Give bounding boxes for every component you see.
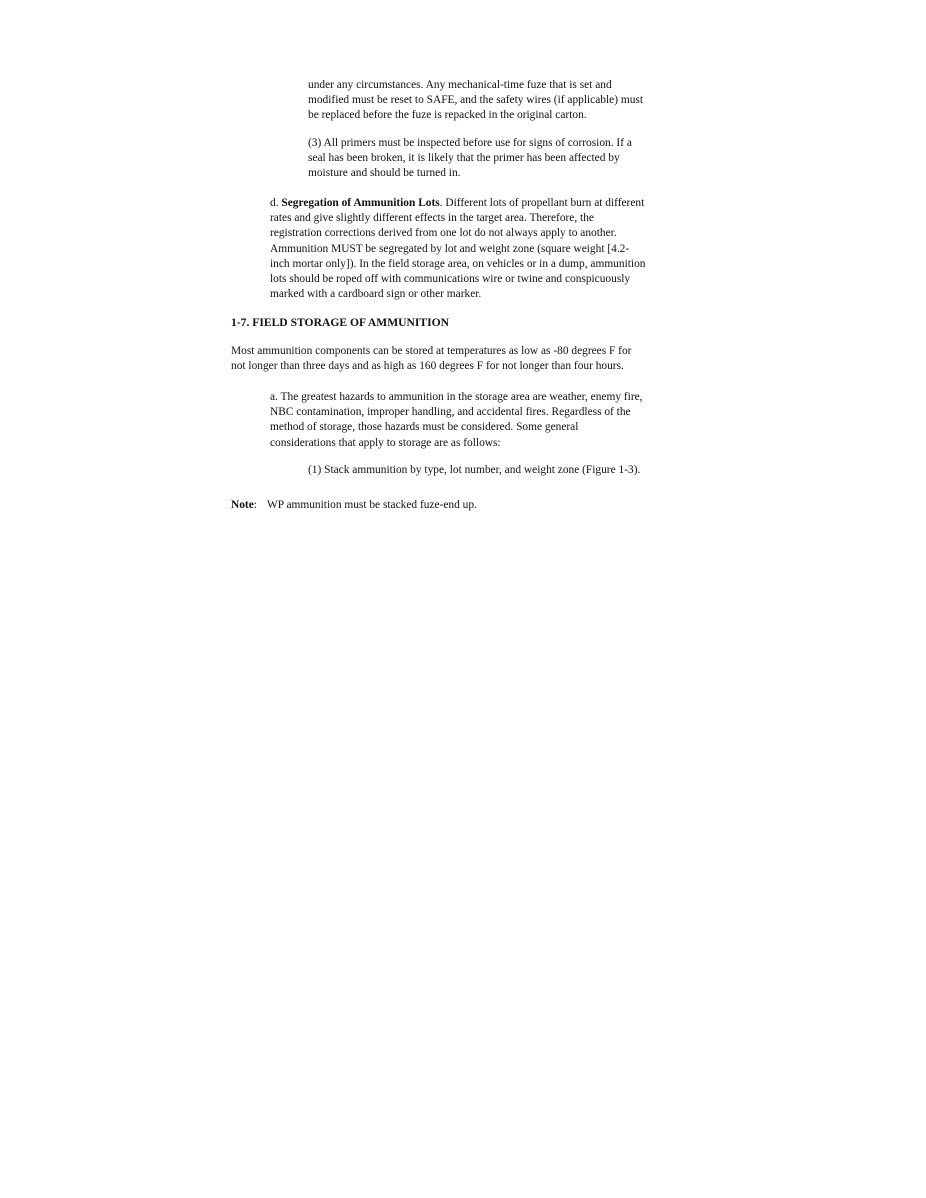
text-line: seal has been broken, it is likely that the primer has been affected by: [308, 152, 620, 165]
note-label: Note: [231, 499, 254, 511]
top-paragraph-continuation: [308, 78, 643, 124]
paragraph-prefix: d.: [270, 197, 282, 209]
text-line: method of storage, those hazards must be considered. Some general: [270, 421, 579, 434]
text-line: be replaced before the fuze is repacked in the original carton.: [308, 109, 587, 122]
text-line: [270, 196, 645, 211]
text-line: inch mortar only]). In the field storage area, on vehicles or in a dump, ammunition: [270, 257, 646, 270]
text-line: not longer than three days and as high as 160 degrees F for not longer than four hours.: [231, 360, 624, 373]
text-line: Ammunition MUST be segregated by lot and weight zone (square weight [4.2-: [270, 242, 630, 255]
text-line: lots should be roped off with communications wire or twine and conspicuously: [270, 273, 631, 286]
intro-paragraph: [231, 344, 631, 374]
note-separator: :: [253, 499, 257, 511]
note-text: WP ammunition must be stacked fuze-end up.: [266, 499, 477, 511]
text-line: moisture and should be turned in.: [308, 167, 461, 180]
text-line: marked with a cardboard sign or other marker.: [270, 288, 482, 301]
text-line: a. The greatest hazards to ammunition in the storage area are weather, enemy fire,: [270, 391, 643, 403]
text-line: rates and give slightly different effects in the target area. Therefore, the: [270, 212, 594, 225]
text-line: considerations that apply to storage are as follows:: [270, 436, 501, 449]
text-line: NBC contamination, improper handling, and accidental fires. Regardless of the: [270, 406, 631, 419]
text-line: (3) All primers must be inspected before use for signs of corrosion. If a: [308, 137, 632, 149]
section-heading: 1-7. FIELD STORAGE OF AMMUNITION: [231, 316, 450, 329]
note: [231, 498, 477, 513]
segregation-paragraph: [270, 196, 645, 302]
text-line: under any circumstances. Any mechanical-time fuze that is set and: [308, 79, 612, 91]
text-line: registration corrections derived from one lot do not always apply to another.: [270, 227, 617, 240]
stack-list-item: (1) Stack ammunition by type, lot number, and weight zone (Figure 1-3).: [308, 464, 641, 476]
text-fragment: . Different lots of propellant burn at different: [439, 197, 645, 209]
text-line: modified must be reset to SAFE, and the safety wires (if applicable) must: [308, 94, 643, 107]
hazards-paragraph: [270, 390, 643, 451]
text-line: Most ammunition components can be stored at temperatures as low as -80 degrees F for: [231, 345, 632, 357]
primers-paragraph: [308, 136, 632, 182]
paragraph-title: Segregation of Ammunition Lots: [281, 197, 440, 209]
